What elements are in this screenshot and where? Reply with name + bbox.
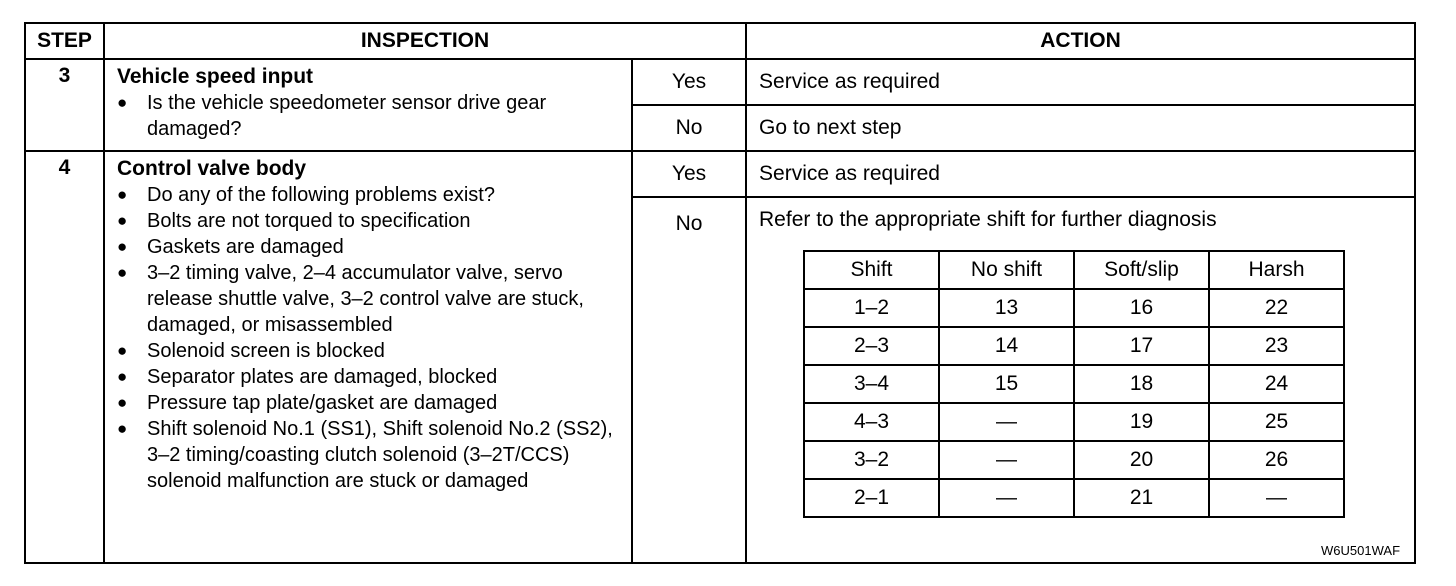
table-cell: 14	[939, 327, 1074, 365]
table-cell: 20	[1074, 441, 1209, 479]
no-label: No	[632, 105, 746, 151]
inspection-bullets	[117, 182, 621, 494]
step-number: 3	[25, 59, 104, 151]
table-cell: 26	[1209, 441, 1344, 479]
inspection-bullets	[117, 90, 621, 142]
table-row	[804, 441, 1344, 479]
table-cell: 24	[1209, 365, 1344, 403]
table-cell: —	[939, 441, 1074, 479]
table-cell: 17	[1074, 327, 1209, 365]
table-cell: 2–1	[804, 479, 939, 517]
figure-code: W6U501WAF	[1321, 543, 1401, 558]
bullet-item: ● Solenoid screen is blocked	[117, 338, 621, 364]
bullet-item: ● Gaskets are damaged	[117, 234, 621, 260]
table-row	[804, 365, 1344, 403]
bullet-item: ● Do any of the following problems exist?	[117, 182, 621, 208]
step-number: 4	[25, 151, 104, 563]
shift-header: Shift	[804, 251, 939, 289]
table-cell: 21	[1074, 479, 1209, 517]
yes-action: Service as required	[746, 151, 1415, 197]
shift-table	[803, 250, 1345, 518]
table-cell: 15	[939, 365, 1074, 403]
harsh-header: Harsh	[1209, 251, 1344, 289]
yes-action: Service as required	[746, 59, 1415, 105]
diagnosis-table	[24, 22, 1416, 564]
table-cell: 3–4	[804, 365, 939, 403]
table-cell: 13	[939, 289, 1074, 327]
bullet-item: ● Pressure tap plate/gasket are damaged	[117, 390, 621, 416]
table-cell: 18	[1074, 365, 1209, 403]
table-row	[804, 327, 1344, 365]
step-header: STEP	[25, 23, 104, 59]
table-cell: 25	[1209, 403, 1344, 441]
inspection-title: Vehicle speed input	[117, 65, 314, 88]
table-cell: 4–3	[804, 403, 939, 441]
no-action: Refer to the appropriate shift for further diagnosis	[759, 208, 1217, 231]
bullet-item: ● Is the vehicle speedometer sensor drive gear damaged?	[117, 90, 621, 142]
shift-table-header-row	[804, 251, 1344, 289]
table-row	[804, 403, 1344, 441]
action-header: ACTION	[746, 23, 1415, 59]
bullet-item: ● Shift solenoid No.1 (SS1), Shift solenoid No.2 (SS2), 3–2 timing/coasting clutch solenoid (3–2T/CCS) solenoid malfunction are stuck or damaged	[117, 416, 621, 494]
inspection-title: Control valve body	[117, 157, 307, 180]
soft-slip-header: Soft/slip	[1074, 251, 1209, 289]
table-cell: —	[939, 403, 1074, 441]
bullet-item: ● Separator plates are damaged, blocked	[117, 364, 621, 390]
bullet-item: ● Bolts are not torqued to specification	[117, 208, 621, 234]
step-4-yes-row	[25, 151, 1415, 197]
table-cell: 22	[1209, 289, 1344, 327]
yes-label: Yes	[632, 59, 746, 105]
bullet-item: ● 3–2 timing valve, 2–4 accumulator valve, servo release shuttle valve, 3–2 control valve are stuck, damaged, or misassembled	[117, 260, 621, 338]
table-cell: 16	[1074, 289, 1209, 327]
table-cell: —	[939, 479, 1074, 517]
inspection-header: INSPECTION	[104, 23, 746, 59]
no-shift-header: No shift	[939, 251, 1074, 289]
table-cell: 3–2	[804, 441, 939, 479]
no-action: Go to next step	[746, 105, 1415, 151]
table-cell: 19	[1074, 403, 1209, 441]
table-row	[804, 479, 1344, 517]
inspection-cell	[104, 59, 632, 151]
diagnosis-table-container	[24, 22, 1414, 566]
table-cell: 1–2	[804, 289, 939, 327]
table-row	[804, 289, 1344, 327]
table-cell: 23	[1209, 327, 1344, 365]
inspection-cell	[104, 151, 632, 563]
header-row	[25, 23, 1415, 59]
no-action-cell	[746, 197, 1415, 563]
yes-label: Yes	[632, 151, 746, 197]
no-label: No	[632, 197, 746, 563]
table-cell: 2–3	[804, 327, 939, 365]
table-cell: —	[1209, 479, 1344, 517]
step-3-yes-row	[25, 59, 1415, 105]
